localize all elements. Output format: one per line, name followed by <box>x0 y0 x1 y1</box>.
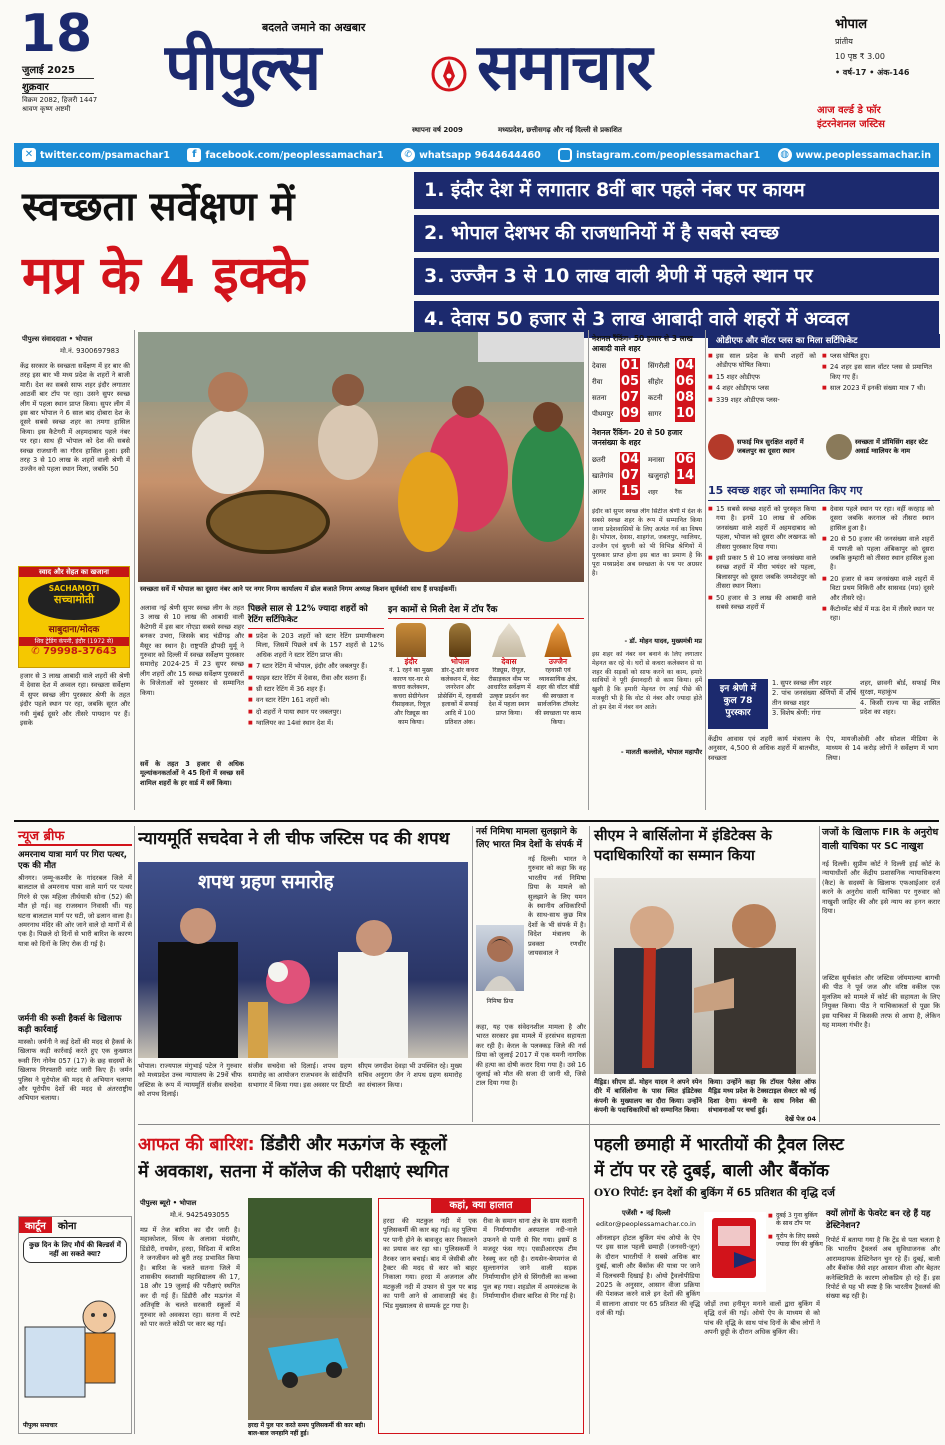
ranking-city: सागर <box>648 409 662 418</box>
awards-box <box>708 484 940 775</box>
awards-list-right <box>822 505 934 675</box>
travel-aside <box>768 1212 824 1252</box>
social-item-twitter[interactable] <box>22 148 170 162</box>
shrine-icon <box>541 623 575 657</box>
work-city-text: रहवासी एवं व्यावसायिक क्षेत्र, शहर की वॉटर बॉडी की स्वच्छता व सार्वजनिक टॉयलेट की स्वच्छता पर काम किया। <box>535 667 581 726</box>
statue-icon <box>449 623 471 657</box>
mayor-quote-by: - मालती कल्लोले, भोपाल महापौर <box>620 748 702 756</box>
ranking-city: खजुराहो <box>648 471 670 480</box>
awards-category-list-right <box>860 679 940 729</box>
lead-point-4: 4. देवास 50 हजार से 3 लाख आबादी वाले शहरों में अव्वल <box>414 301 939 338</box>
travel-story <box>594 1132 940 1201</box>
travel-side-title: क्यों लोगों के फेवरेट बन रहे हैं यह डेस्टिनेशन? <box>826 1209 931 1231</box>
lead-point-3: 3. उज्जैन 3 से 10 लाख वाली श्रेणी में पहले स्थान पर <box>414 258 939 295</box>
lead-headline-1: स्वच्छता सर्वेक्षण में <box>22 184 295 230</box>
ranking-city: देवास <box>592 361 607 370</box>
nimisha-text-1: नई दिल्ली। भारत ने गुरुवार को कहा कि वह भारतीय नर्स निमिषा प्रिया के मामले को सुलझाने के लिए यमन के स्थानीय अधिकारियों के साथ-साथ कुछ मित्र देशों के भी संपर्क में है। विदेश मंत्रालय के प्रवक्ता रणधीर जायसवाल ने <box>528 855 586 958</box>
ratings-item: ■ वन स्टार रेटिंग 161 शहरों को। <box>248 696 384 705</box>
oyo-brand: OYO <box>594 1187 620 1199</box>
ranking-row <box>592 468 700 484</box>
ranking-number: 15 <box>620 484 640 499</box>
rain-photo <box>248 1198 372 1420</box>
volume-number: • वर्ष-17 • अंक-146 <box>835 68 910 77</box>
fir-text-2: जस्टिस सूर्यकांत और जस्टिस जॉयमाल्या बागची की पीठ ने पूर्व जज और वरिष्ठ वकील एक मुलजिम को मामले में कोर्ट की सहायता के लिए नियुक्त किया। पीठ ने याचिकाकर्ता से पूछा कि इस याचिका में किसकी तरफ से आया है, लेकिन यह मामला गंभीर है। <box>822 974 940 1030</box>
awards-footer-right: ऐप, मायजीओवी और सोशल मीडिया के माध्यम से 14 करोड़ लोगों ने सर्वेक्षण में भाग लिया। <box>826 735 938 762</box>
special-day-line-1: आज वर्ल्ड डे फॉर <box>817 105 881 116</box>
work-city-name: देवास <box>501 657 517 666</box>
instagram-icon <box>558 148 572 162</box>
work-city-text: डोर-टू-डोर कचरा कलेक्शन में, वेस्ट जनरेशन और प्रोसेसिंग में, रहवासी इलाकों में सफाई आदि में 100 प्रतिशत अंक। <box>437 667 483 726</box>
rain-box-title: कहां, क्या हालात <box>431 1198 531 1213</box>
rain-box-columns <box>379 1217 583 1425</box>
jabalpur-badge <box>708 434 822 460</box>
rain-photo-caption: हरदा में पुल पार करते समय पुलिसकर्मी की कार बही। बाल-बाल जनहानि नहीं हुई। <box>248 1422 366 1437</box>
vikram-date: विक्रम 2082, हिजरी 1447 <box>22 96 98 104</box>
cm-story <box>594 826 816 1144</box>
lead-photo-scene <box>138 332 584 582</box>
tagline: बदलते जमाने का अखबार <box>262 21 366 34</box>
ranking-city: मनासा <box>648 455 665 464</box>
odf-item: ■ साल 2023 में इनकी संख्या मात्र 7 थी। <box>822 384 932 393</box>
ad-brand: SACHAMOTI <box>48 584 100 593</box>
rain-headline-1: डिंडौरी और मऊगंज के स्कूलों <box>260 1135 447 1155</box>
cji-photo-scene <box>138 862 468 1058</box>
social-text-website: www.peoplessamachar.in <box>795 149 931 161</box>
ranking-number: 06 <box>675 374 695 389</box>
ratings-item: ■ फाइव स्टार रेटिंग में देवास, रीवा और सतना हैं। <box>248 674 384 683</box>
rain-byline: पीपुल्स ब्यूरो • भोपाल <box>140 1199 197 1207</box>
lead-photo-caption: स्वच्छता सर्वे में भोपाल का दूसरा नंबर आने पर नगर निगम कार्यालय में ढोल बजाते निगम अध्यक्ष किशन सूर्यवंशी साथ हैं सफाईकर्मी। <box>140 585 457 593</box>
ranking-city: पीथमपुर <box>592 409 614 418</box>
ranking-number: 04 <box>675 358 695 373</box>
date-day: 18 <box>19 4 93 64</box>
social-text-facebook: facebook.com/peoplessamachar1 <box>205 149 384 161</box>
ranking-row <box>592 390 700 406</box>
column-rule <box>134 330 135 810</box>
awards-item: ■ देवास पहले स्थान पर रहा। वहीं करहाड़ को दूसरा जबकि करनाल को तीसरा स्थान हासिल हुआ है। <box>822 505 934 533</box>
awards-category: 4. किसी राज्य या केंद्र शासित प्रदेश का शहर। <box>860 698 940 717</box>
lead-photo <box>138 332 584 582</box>
odf-item: ■ प्लस घोषित हुए। <box>822 352 932 361</box>
date-month-year: जुलाई 2025 <box>22 65 76 76</box>
travel-aside-item: ■ दुबई 3 गुना बुकिंग के साथ टॉप पर <box>768 1212 824 1229</box>
cartoon-credit: पीपुल्स समाचार <box>23 1422 58 1429</box>
ranking-number: 10 <box>675 406 695 421</box>
ad-top-line: स्वाद और सेहत का खजाना <box>19 567 129 577</box>
weekday: शुक्रवार <box>22 78 94 94</box>
travel-email: editor@peoplessamachar.co.in <box>596 1220 696 1228</box>
passport-icon <box>704 1212 766 1292</box>
odf-item: ■ 24 शहर इस साल वॉटर प्लस से प्रमाणित किए गए हैं। <box>822 363 932 382</box>
logo-title-left: पीपुल्स <box>165 31 320 105</box>
odf-box-columns <box>708 352 940 428</box>
lead-points <box>414 172 939 338</box>
work-box-cities <box>388 623 584 777</box>
brief-2-headline: जर्मनी की रूसी हैकर्स के खिलाफ कड़ी कार्रवाई <box>18 1014 122 1035</box>
ranking-number: 05 <box>620 374 640 389</box>
odf-list-left <box>708 352 816 428</box>
awards-category: 2. पांच जनसंख्या श्रेणियों में शीर्ष तीन स्वच्छ शहर <box>772 689 856 709</box>
cartoon-label-2: कोना <box>57 1221 77 1232</box>
ranking-number: 07 <box>620 390 640 405</box>
ranking-number: 07 <box>620 468 640 483</box>
lead-body-3b: सर्वे के तहत 3 हजार से अधिक मूल्यांकनकर्ताओं ने 45 दिनों में स्वच्छ सर्वे शामिल शहरों के हर वार्ड में सर्वे किया। <box>140 760 244 787</box>
lead-headline-2: मप्र के 4 इक्के <box>22 246 307 306</box>
edition-type: प्रांतीय <box>835 37 853 46</box>
building-icon <box>708 434 734 460</box>
ranking-number: 01 <box>620 358 640 373</box>
rain-mobile: मो.नं. 9425493055 <box>170 1211 230 1219</box>
twitter-icon: ✕ <box>22 148 36 162</box>
nimisha-headline: नर्स निमिषा मामला सुलझाने के लिए भारत मित्र देशों के संपर्क में <box>476 827 582 850</box>
news-brief-label: न्यूज ब्रीफ <box>18 826 132 846</box>
ranking-number: 14 <box>675 468 695 483</box>
travel-byline: एजेंसी • नई दिल्ली <box>622 1209 671 1217</box>
sachamoti-ad <box>18 566 130 668</box>
rain-box-col-1: हरदा की मटकुल नदी में एक पुलिसकर्मी की कार बह गई। वह पुलिया पर पानी होने के बावजूद कार निकालने का प्रयास कर रहा था। पुलिसकर्मी ने तैरकर जान बचाई। बाद में जेसीबी और ट्रैक्टर की मदद से कार को बाहर निकाला गया। हरदा में अजनाल और मटकुली नदी में उफान से पुल पर बाढ़ का पानी आने से आवाजाही बंद है। भिंड मुख्यालय से सम्पर्क टूट गया है। <box>383 1217 477 1310</box>
founded-year: स्थापना वर्ष 2009 <box>412 126 463 134</box>
badge-text: सफाई मित्र सुरक्षित शहरों में जबलपुर का दूसरा स्थान <box>737 438 804 455</box>
brief-2-text: मास्को। जर्मनी ने कई देशों की मदद से हैकर्स के खिलाफ कड़ी कार्रवाई करते हुए एक कुख्यात रूसी रिंग नोनेम 057 (17) के छह सदस्यों के खिलाफ गिरफ्तारी वारंट जारी किए हैं। जर्मन पुलिस ने यूरोपोल की मदद से अभियान चलाया और यूरोपीय देशों की मदद से अंतरराष्ट्रीय अभियान चलाया। <box>18 1038 132 1103</box>
nimisha-photo-caption: निमिषा प्रिया <box>486 998 514 1005</box>
nimisha-photo <box>476 925 524 991</box>
nimisha-text-2: कहा, यह एक संवेदनशील मामला है और भारत सरकार इस मामले में हरसंभव सहायता कर रही है। केरल के पलक्कड़ जिले की नर्स प्रिया को जुलाई 2017 में एक यमनी नागरिक की हत्या का दोषी करार दिया गया है। उसे 16 जुलाई को मौत की सजा दी जानी थी, जिसे टाल दिया गया है। <box>476 1023 586 1088</box>
newspaper-logo <box>165 31 805 106</box>
ranking-number: 08 <box>675 390 695 405</box>
odf-badges <box>708 434 940 460</box>
social-bar <box>14 143 939 167</box>
column-rule <box>472 826 473 1122</box>
work-city-indore <box>388 623 434 777</box>
work-city-dewas <box>486 623 532 777</box>
odf-box-title: ओडीएफ और वॉटर प्लस का मिला सर्टिफिकेट <box>708 334 940 348</box>
social-text-instagram: instagram.com/peoplessamachar1 <box>576 149 761 161</box>
logo-title-right: समाचार <box>477 31 651 105</box>
ratings-item: ■ ग्वालियर का 14वां स्थान देश में। <box>248 719 384 728</box>
cji-text-columns <box>138 1062 468 1110</box>
ratings-item: ■ दो शहरों ने पाया स्थान पर जबलपुर। <box>248 708 384 717</box>
work-city-text: नं. 1 रहने का मुख्य कारण घर-घर से कचरा कलेक्शन, कचरा सेग्रीगेशन रीसाइकल, रियूज़ और रिड्यूस का काम किया। <box>389 667 433 726</box>
special-day <box>817 102 937 130</box>
lead-byline: पीपुल्स संवाददाता • भोपाल <box>22 335 93 343</box>
awards-item: ■ कैंटोनमेंट बोर्ड में मऊ देश में तीसरे स्थान पर रहा। <box>822 605 934 624</box>
ranking-city: रीवा <box>592 377 603 386</box>
rain-box-col-2: रीवा के समान थाना क्षेत्र के ग्राम सतानी में निर्माणाधीन अस्पताल नदी-नाले उफनने से पानी से घिर गया। इसमें 8 मजदूर फंस गए। एसडीआरएफ टीम रेस्क्यू कर रही है। रायसेन-बेगमगंज से सुल्तानगंज जाने वाली सड़क निर्माणाधीन होने से सिंगरौली का कच्चा पुल बह गया। शहडोल में अमरकंटक के निर्माणाधीन दीवार बारिश से गिर गई है। <box>483 1217 577 1301</box>
social-text-whatsapp: whatsapp 9644644460 <box>419 149 541 161</box>
rain-headline-1-row <box>138 1132 584 1158</box>
lead-point-1: 1. इंदौर देश में लगातार 8वीं बार पहले नंबर पर कायम <box>414 172 939 209</box>
national-ranking-title-2: नेशनल रैंकिंग- 20 से 50 हजार जनसंख्या के शहर <box>592 428 683 447</box>
date-block <box>14 4 124 138</box>
travel-side-body: रिपोर्ट में बताया गया है कि ट्रेंड से पता चलता है कि भारतीय ट्रैवलर्स अब सुविधाजनक और आरामदायक डेस्टिनेशन चुन रहे हैं। दुबई, बाली और बैंकॉक जैसे शहर आसान वीजा और बेहतर कनेक्टिविटी के कारण लोकप्रिय हो रहे हैं। इस रिपोर्ट से यह भी स्पष्ट है कि भारतीय ट्रैवलर्स की संख्या बढ़ रही है। <box>826 1236 940 1301</box>
ranking-city: सीहोर <box>648 377 663 386</box>
lead-body-2: हजार से 3 लाख आबादी वाले शहरों की श्रेणी में देवास देश में अव्वल रहा। स्वच्छता सर्वेक्षण में सुपर स्वच्छ लीग पुरस्कार श्रेणी के तहत इंदौर पहले स्थान पर रहा, जबकि सूरत और नवी मुंबई दूसरे और तीसरे पायदान पर हैं। इसके <box>20 672 130 728</box>
ranking-city: सतना <box>592 393 607 402</box>
temple-icon <box>492 623 526 657</box>
globe-icon: ◍ <box>778 148 792 162</box>
ad-product: साबुदाना/मोदक <box>48 625 100 635</box>
travel-body-2: जोड़ों तथा हनीमून मनाने वालों द्वारा बुकिंग में वृद्धि दर्ज की गई। ओयो ऐप के माध्यम से को पांच की वृद्धि के साथ पांच दिनों के बीच लोगों ने अपनी छुट्टी के दौरान अधिक बुकिंग की। <box>704 1300 820 1337</box>
ranking-city: छतरी <box>592 455 606 464</box>
cartoon-speech-bubble: कुछ दिन के लिए मौर्य की बिल्डर्स में नहीं आ सकते क्या? <box>23 1237 127 1263</box>
awards-item: ■ 15 सबसे स्वच्छ शहरों को पुरस्कृत किया गया है। इनमें 10 लाख से अधिक जनसंख्या वाले शहरों में अहमदाबाद को पहला, भोपाल को दूसरा और लखनऊ को तीसरा पुरस्कार दिया गया। <box>708 505 816 552</box>
price: 10 पृष्ठ ₹ 3.00 <box>835 52 885 61</box>
awards-category-list <box>772 679 856 729</box>
awards-footer-left: केंद्रीय आवास एवं शहरी कार्य मंत्रालय के अनुसार, 4,500 से अधिक शहरों में बातचीत, स्वच्छता <box>708 735 820 762</box>
news-brief <box>18 826 132 1176</box>
awards-category: 3. विशेष श्रेणी: गंगा <box>772 709 821 718</box>
cm-photo <box>594 878 816 1074</box>
ratings-box-title: पिछले साल से 12% ज्यादा शहरों को रेटिंग सर्टिफिकेट <box>248 604 384 629</box>
cm-photo-scene <box>594 878 816 1074</box>
ad-phone: 79998-37643 <box>43 646 117 657</box>
cm-headline: सीएम ने बार्सिलोना में इंडिटेक्स के पदाधिकारियों का सम्मान किया <box>594 828 772 864</box>
column-rule <box>819 826 820 1122</box>
rain-headline-kicker: आफत की बारिश: <box>138 1135 255 1155</box>
cm-see-page[interactable]: देखें पेज 04 <box>785 1115 816 1123</box>
brief-1-headline: अमरनाथ यात्रा मार्ग पर गिरा पत्थर, एक की मौत <box>18 850 128 871</box>
awards-list-left <box>708 505 816 675</box>
rain-photo-scene <box>248 1198 372 1420</box>
ratings-item: ■ 7 स्टार रेटिंग में भोपाल, इंदौर और जबलपुर हैं। <box>248 662 384 671</box>
ranking-row <box>592 484 700 500</box>
ranking-table-1 <box>592 358 700 422</box>
awards-categories-row <box>708 679 940 729</box>
badge-text: स्वच्छता में प्रॉमिसिंग शहर स्टेट अवार्ड ग्वालियर के नाम <box>855 438 928 455</box>
column-rule <box>589 826 590 1434</box>
cm-caption-2: किया। उन्होंने कहा कि टॉयल पैलेस ऑफ मैड्रिड मध्य प्रदेश के टेक्सटाइल सेक्टर को नई दिशा देगा। कंपनी के साथ निवेश की संभावनाओं पर चर्चा हुई। <box>708 1078 816 1115</box>
cartoon-label: कार्टून <box>19 1217 52 1233</box>
social-item-whatsapp[interactable] <box>401 148 541 162</box>
work-city-bhopal <box>437 623 483 777</box>
awards-item: ■ 20 से 50 हजार की जनसंख्या वाले शहरों में पणजी को पहला अंबिकापुर को दूसरा जबकि कुम्हारी को तीसरा स्थान हासिल हुआ है। <box>822 535 934 573</box>
work-city-ujjain <box>535 623 581 777</box>
cm-caption-1: मैड्रिड। सीएम डॉ. मोहन यादव ने अपने स्पेन दौरे में बार्सिलोना के पास स्थित इंडिटेक्स कंपनी के मुख्यालय का दौरा किया। उन्होंने कंपनी के पदाधिकारियों को सम्मानित किया। <box>594 1078 702 1115</box>
rain-situation-box <box>378 1198 584 1434</box>
ranking-city: खातेगांव <box>592 471 614 480</box>
rain-body: मप्र में तेज बारिश का दौर जारी है। महाकोशल, विंध्य के अलावा मंदसौर, डिंडोरी, रायसेन, हरदा, विदिशा में बारिश ने जनजीवन को बुरी तरह प्रभावित किया है। बारिश के चलते सतना जिले में शासकीय स्वशासी महाविद्यालय की 17, 18 और 19 जुलाई की परीक्षाएं स्थगित कर दी गई हैं। डिंडौरी और मऊगंज में अतिवृष्टि के चलते सरकारी स्कूलों में गुरुवार को अवकाश रहा। सतना में रपटे को पार करते कोठी पर कार बह गई। <box>140 1226 240 1329</box>
ad-phone-row <box>19 646 129 657</box>
ranking-row <box>592 406 700 422</box>
ratings-item: ■ प्रदेश के 203 शहरों को स्टार रेटिंग प्रमाणीकरण मिला, जिसमें पिछले वर्ष के 157 शहरों से 12% अधिक शहरों ने स्टार रेटिंग प्राप्त की। <box>248 632 384 660</box>
awards-item: ■ 20 हजार से कम जनसंख्या वाले शहरों में विटा प्रथम विकिरी और सासवड (मप्र) दूसरे और तीसरे रहे। <box>822 575 934 603</box>
national-ranking <box>592 334 702 756</box>
cm-quote: इंदौर को सुपर स्वच्छ लीग सिटीज श्रेणी में देश के सबसे स्वच्छ शहर के रूप में सम्मानित किया जाना प्रदेशवासियों के लिए अत्यंत गर्व का विषय है। भोपाल, देवास, शाहगंज, जबलपुर, ग्वालियर, उज्जैन एवं बुधनी को भी विभिन्न श्रेणियों में पुरस्कार प्राप्त होना इस बात का प्रमाण है कि पूरा मध्यप्रदेश अब स्वच्छता के पथ पर अग्रसर है। <box>592 508 702 577</box>
ranking-row <box>592 452 700 468</box>
travel-headline-1: पहली छमाही में भारतीयों की ट्रैवल लिस्ट <box>594 1135 844 1155</box>
national-ranking-title-1: नेशनल रैंकिंग- 50 हजार से 3 लाख आबादी वाले शहर <box>592 334 693 353</box>
fir-story <box>822 826 940 1122</box>
cartoon-corner <box>18 1216 132 1434</box>
ad-logo <box>28 580 120 620</box>
ratings-list <box>248 632 384 807</box>
work-city-name: भोपाल <box>450 657 470 666</box>
cji-headline: न्यायमूर्ति सचदेवा ने ली चीफ जस्टिस पद की शपथ <box>138 829 450 849</box>
ranking-row <box>592 374 700 390</box>
cji-text-1: भोपाल। राज्यपाल मंगुभाई पटेल ने गुरुवार को मध्यप्रदेश उच्च न्यायालय के 29वें चीफ जस्टिस के रूप में न्यायमूर्ति संजीव सचदेवा को शपथ दिलाई। <box>138 1062 242 1099</box>
awards-category: शहर, छावनी बोर्ड, सफाई मित्र सुरक्षा, महाकुंभ <box>860 679 940 699</box>
ranking-number: 09 <box>620 406 640 421</box>
lead-body-1: केंद्र सरकार के स्वच्छता सर्वेक्षण में हर बार की तरह इस बार भी मध्य प्रदेश के शहरों ने बाजी मारी। देश का सबसे साफ शहर इंदौर लगातार आठवीं बार टॉप पर रहा। उसने सुपर स्वच्छ लीग में पहला स्थान प्राप्त किया। सुपर लीग में इस बार भोपाल ने 6 साल बाद दोबारा देश के दूसरे सबसे स्वच्छ शहर का तमगा हासिल किया। इस कैटेगरी में अहमदाबाद पहले नंबर पर रहा। साथ ही भोपाल को देश की सबसे स्वच्छ राजधानी का गौरव हासिल हुआ। इसी तरह 3 से 10 लाख के शहरों वाली श्रेणी में उज्जैन को पहला स्थान मिला, जबकि 50 <box>20 362 130 474</box>
edition-block <box>835 14 940 78</box>
social-item-facebook[interactable] <box>187 148 383 162</box>
work-box <box>388 604 584 804</box>
cji-text-2: संजीव सचदेवा को दिलाई। शपथ ग्रहण समारोह का आयोजन राजभवन के सांदीपनि सभागार में किया गया। इस अवसर पर डिप्टी <box>248 1062 352 1089</box>
ranking-city: कटनी <box>648 393 663 402</box>
ad-brand-hindi: सच्चामोती <box>54 593 94 606</box>
work-city-text: रिड्यूस, रीयूज़, रीसाइकल थीम पर आधारित सर्वेक्षण में उत्कृष्ट प्रदर्शन कर देश में पहला स्थान प्राप्त किया। <box>487 667 531 717</box>
gwalior-badge <box>826 434 940 460</box>
tithi: श्रावण कृष्ण अष्टमी <box>22 105 71 113</box>
awards-item: ■ इसी प्रकार 5 से 10 लाख जनसंख्या वाले स्वच्छ शहरों में मीरा भयंदर को पहला, बिलासपुर को दूसरा जबकि जमशेदपुर को तीसरा स्थान मिला। <box>708 554 816 592</box>
lead-mobile: मो.नं. 9300697983 <box>60 347 120 355</box>
brief-1-text: श्रीनगर। जम्मू-कश्मीर के गांदरबल जिले में बालटाल से अमरनाथ यात्रा वाले मार्ग पर पत्थर गिरने से एक महिला तीर्थयात्री सोना (52) की मौत हो गई। वह राजस्थान निवासी थीं। यह घटना बालटाल मार्ग पर घटी, जो ढलान वाला है। अमरनाथ मंदिर की ओर जाने वाले दो मार्गों में से एक है। पिछले दो दिनों से भारी बारिश के कारण यात्रा को दिनों के लिए रोक दी गई है। <box>18 874 132 948</box>
ad-company: शिव ट्रेडिंग कंपनी, इंदौर (1972 से) <box>19 637 129 646</box>
section-divider <box>14 820 939 822</box>
facebook-icon: f <box>187 148 201 162</box>
ranking-city: सिंगरौली <box>648 361 670 370</box>
pen-nib-logo-icon <box>427 52 471 96</box>
cji-photo <box>138 862 468 1058</box>
travel-aside-list <box>768 1212 824 1250</box>
travel-side <box>826 1208 940 1426</box>
fort-icon <box>826 434 852 460</box>
fir-headline: जजों के खिलाफ FIR के अनुरोध वाली याचिका पर SC नाखुश <box>822 827 939 852</box>
social-item-website[interactable] <box>778 148 931 162</box>
travel-aside-item: ■ यूरोप के लिए सबसे ज्यादा रिंग की बुकिंग <box>768 1233 824 1250</box>
awards-banner: इन श्रेणी में कुल 78 पुरस्कार <box>708 679 768 729</box>
column-rule <box>134 826 135 1434</box>
mayor-quote: इस शहर को नंबर वन बनाने के लिए लगातार मेहनत कर रहे थे। घरों से कचरा कलेक्शन से या शहर की सड़कों को साफ करने का काम, हमारे साथियों ने पूरी ईमानदारी से काम किया। हमें खुशी है कि हमारी मेहनत रंग लाई पीछे की मजबूरी भी है कि वोट से नंबर और ज्यादा होते तो हम देश में नंबर वन आते। <box>592 651 702 711</box>
work-city-name: इंदौर <box>404 657 418 666</box>
awards-item: ■ 50 हजार से 3 लाख की आबादी वाले सबसे स्वच्छ शहरों में <box>708 594 816 613</box>
column-rule <box>705 330 706 810</box>
ranking-table-2 <box>592 452 700 500</box>
odf-item: ■ 15 शहर ओडीएफ <box>708 373 816 382</box>
travel-sub: रिपोर्ट: इन देशों की बुकिंग में 65 प्रतिशत की वृद्धि दर्ज <box>623 1187 835 1199</box>
rain-story <box>138 1132 584 1186</box>
column-rule <box>588 330 589 810</box>
odf-item: ■ 339 शहर ओडीएफ प्लस- <box>708 396 816 405</box>
ranking-legend-rank: रैंक <box>675 489 683 496</box>
work-box-title: इन कामों से मिली देश में टॉप रैंक <box>388 604 584 619</box>
awards-footer <box>708 735 940 775</box>
work-city-name: उज्जैन <box>548 657 568 666</box>
ranking-legend-city: शहर <box>648 489 658 496</box>
cartoon-header <box>19 1217 131 1233</box>
travel-graphic <box>704 1212 766 1292</box>
nimisha-portrait <box>476 925 524 991</box>
nimisha-story <box>476 826 586 1123</box>
lead-point-2: 2. भोपाल देशभर की राजधानियों में है सबसे स्वच्छ <box>414 215 939 252</box>
lead-body-3: अलावा नई श्रेणी सुपर स्वच्छ लीग के तहत 3 लाख से 10 लाख की आबादी वाली कैटेगरी में इस बार नोएडा सबसे स्वच्छ शहर बनकर उभरा, जिसके बाद चंडीगढ़ और मैसूर का स्थान है। राष्ट्रपति द्रौपदी मुर्मू ने गुरुवार को दिल्ली में स्वच्छ सर्वेक्षण पुरस्कार समारोह 2024-25 में 23 सुपर स्वच्छ लीग शहरों और 15 स्वच्छ सर्वेक्षण पुरस्कारों के विजेताओं को पुरस्कार से सम्मानित किया। <box>140 604 244 697</box>
published-from: मध्यप्रदेश, छत्तीसगढ़ और नई दिल्ली से प्रकाशित <box>498 126 622 134</box>
cji-text-3: सीएम जगदीश देवड़ा भी उपस्थित रहे। मुख्य सचिव अनुराग जैन ने शपथ ग्रहण समारोह का संचालन किया। <box>358 1062 462 1089</box>
whatsapp-icon: ✆ <box>401 148 415 162</box>
travel-headline-2: में टॉप पर रहे दुबई, बाली और बैंकॉक <box>594 1161 829 1181</box>
special-day-line-2: इंटरनेशनल जस्टिस <box>817 119 885 130</box>
cji-story <box>138 826 468 1110</box>
city-name: भोपाल <box>835 17 868 32</box>
phone-icon: ✆ <box>31 646 40 657</box>
social-item-instagram[interactable] <box>558 148 760 162</box>
cji-photo-banner: शपथ ग्रहण समारोह <box>198 871 334 893</box>
ranking-row <box>592 358 700 374</box>
ranking-city: आगर <box>592 487 606 496</box>
odf-item: ■ 4 शहर ओडीएफ प्लस <box>708 384 816 393</box>
cm-quote-by: - डॉ. मोहन यादव, मुख्यमंत्री मप्र <box>624 637 702 645</box>
travel-body: ऑनलाइन होटल बुकिंग मंच ओयो के ऐप पर इस साल पहली छमाही (जनवरी-जून) के दौरान भारतीयों ने सबसे अधिक बार दुबई, बाली और बैंकॉक की यात्रा पर जाने में दिलचस्पी दिखाई है। ओयो ट्रैवलोपीडिया 2025 के अनुसार, आसान वीजा प्रक्रिया की पेशकश करने वाले इन देशों की बुकिंग में सालाना आधार पर 65 प्रतिशत की वृद्धि दर्ज की गई। <box>596 1234 700 1318</box>
odf-list-right <box>822 352 932 428</box>
monument-icon <box>396 623 426 657</box>
odf-item: ■ इस साल प्रदेश के सभी शहरों को ओडीएफ घोषित किया। <box>708 352 816 371</box>
odf-box <box>708 334 940 460</box>
awards-category: 1. सुपर स्वच्छ लीग शहर <box>772 679 856 689</box>
awards-columns <box>708 505 940 675</box>
ratings-item: ■ थ्री स्टार रेटिंग में 36 शहर हैं। <box>248 685 384 694</box>
ratings-box <box>248 604 384 806</box>
ranking-number: 06 <box>675 452 695 467</box>
social-text-twitter: twitter.com/psamachar1 <box>40 149 170 161</box>
rain-headline-2: में अवकाश, सतना में कॉलेज की परीक्षाएं स्थगित <box>138 1162 449 1182</box>
section-divider-2 <box>138 1124 940 1125</box>
fir-text-1: नई दिल्ली। सुप्रीम कोर्ट ने दिल्ली हाई कोर्ट के न्यायाधीशों और केंद्रीय प्रशासनिक न्यायाधिकरण (कैट) के सदस्यों के खिलाफ एफआईआर दर्ज करने के अनुरोध वाली याचिका पर गुरुवार को नाखुशी जाहिर की और इसे न्याय का हनन करार दिया। <box>822 860 940 916</box>
travel-subheadline <box>594 1186 940 1201</box>
ranking-number: 04 <box>620 452 640 467</box>
cartoon-drawing <box>19 1287 131 1407</box>
awards-box-title: 15 स्वच्छ शहर जो सम्मानित किए गए <box>708 484 940 501</box>
